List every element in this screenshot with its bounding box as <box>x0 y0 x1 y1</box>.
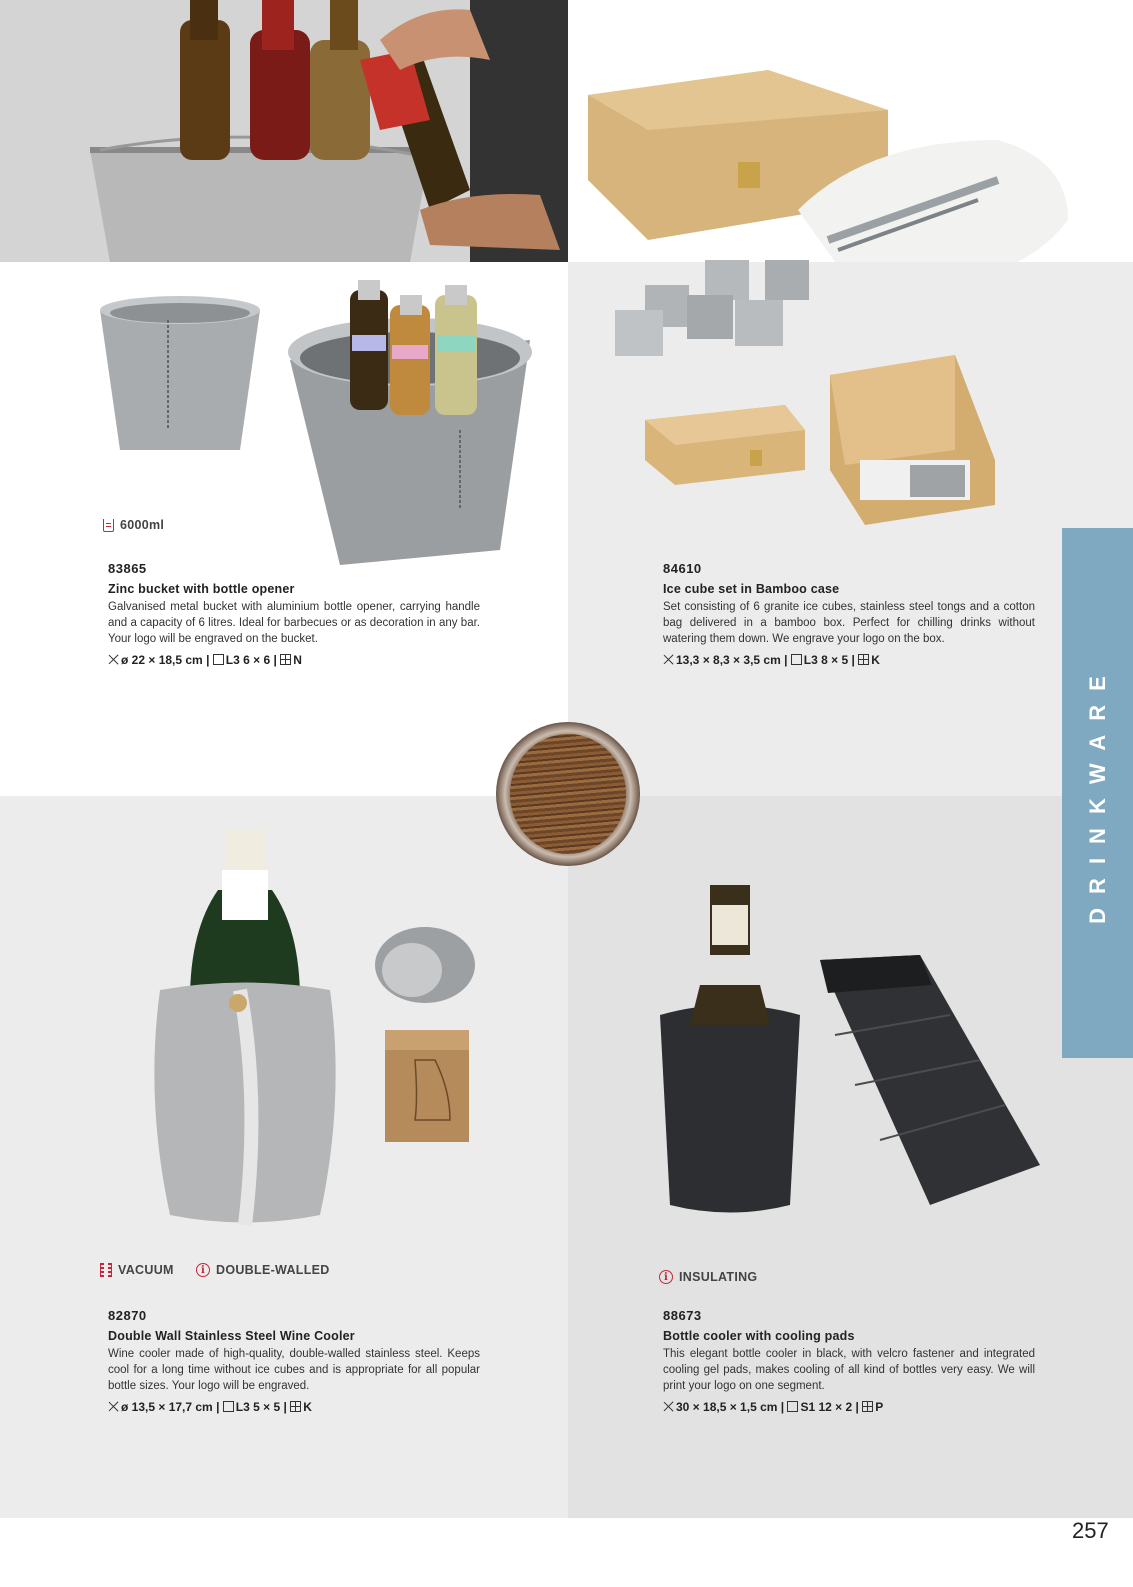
wine-cooler-images <box>150 830 490 1230</box>
product-sku: 83865 <box>108 561 147 576</box>
spec-pack: P <box>875 1400 884 1414</box>
wood-coaster-image <box>496 722 640 866</box>
packaging-icon <box>858 654 869 665</box>
packaging-icon <box>280 654 291 665</box>
product-specs: 13,3 × 8,3 × 3,5 cm | L3 8 × 5 | K <box>663 653 1035 667</box>
product-specs: 30 × 18,5 × 1,5 cm | S1 12 × 2 | P <box>663 1400 1035 1414</box>
product-sku: 82870 <box>108 1308 147 1323</box>
category-label: DRINKWARE <box>1084 662 1110 924</box>
ice-cube-set-images <box>615 255 1025 530</box>
bamboo-box-photo <box>568 0 1133 262</box>
print-area-icon <box>223 1401 234 1412</box>
spec-dimensions: 13,3 × 8,3 × 3,5 cm <box>676 653 781 667</box>
vacuum-icon <box>100 1263 112 1277</box>
print-area-icon <box>791 654 802 665</box>
beer-bucket-photo <box>0 0 568 262</box>
product-88673 <box>663 1308 1035 1414</box>
spec-print: L3 8 × 5 <box>803 653 849 667</box>
dimensions-icon <box>663 1401 674 1412</box>
dimensions-icon <box>663 654 674 665</box>
feature-label: VACUUM <box>118 1263 174 1277</box>
product-title: Ice cube set in Bamboo case <box>663 582 840 596</box>
feature-label: 6000ml <box>120 518 165 532</box>
product-84610 <box>663 561 1035 667</box>
feature-capacity <box>103 518 164 532</box>
spec-pack: K <box>303 1400 312 1414</box>
bottle-cooler-images <box>660 885 1040 1225</box>
product-sku: 84610 <box>663 561 702 576</box>
product-title: Zinc bucket with bottle opener <box>108 582 295 596</box>
feature-insulating <box>659 1270 757 1284</box>
feature-double-walled <box>196 1263 330 1277</box>
spec-dimensions: 30 × 18,5 × 1,5 cm <box>676 1400 778 1414</box>
product-specs: ø 13,5 × 17,7 cm | L3 5 × 5 | K <box>108 1400 480 1414</box>
product-82870 <box>108 1308 480 1414</box>
spec-dimensions: ø 22 × 18,5 cm <box>121 653 203 667</box>
spec-print: L3 6 × 6 <box>225 653 271 667</box>
feature-vacuum <box>100 1263 174 1277</box>
feature-label: DOUBLE-WALLED <box>216 1263 330 1277</box>
dimensions-icon <box>108 1401 119 1412</box>
product-title: Bottle cooler with cooling pads <box>663 1329 855 1343</box>
spec-pack: N <box>293 653 302 667</box>
product-83865 <box>108 561 480 667</box>
info-icon: i <box>659 1270 673 1284</box>
page-number: 257 <box>1072 1518 1109 1543</box>
product-specs: ø 22 × 18,5 cm | L3 6 × 6 | N <box>108 653 480 667</box>
product-description: Galvanised metal bucket with aluminium bottle opener, carrying handle and a capacity of 6 litres. Ideal for barbecues or as decoration in any bar. Your logo will be engraved on the bucket. <box>108 601 480 645</box>
spec-print: S1 12 × 2 <box>800 1400 853 1414</box>
product-description: This elegant bottle cooler in black, with velcro fastener and integrated cooling gel pads, makes cooling of all kind of bottles very easy. We will print your logo on one segment. <box>663 1348 1035 1392</box>
info-icon: i <box>196 1263 210 1277</box>
spec-pack: K <box>871 653 880 667</box>
packaging-icon <box>290 1401 301 1412</box>
print-area-icon <box>787 1401 798 1412</box>
product-sku: 88673 <box>663 1308 702 1323</box>
product-title: Double Wall Stainless Steel Wine Cooler <box>108 1329 355 1343</box>
spec-dimensions: ø 13,5 × 17,7 cm <box>121 1400 213 1414</box>
print-area-icon <box>213 654 224 665</box>
category-tab <box>1062 528 1133 1058</box>
capacity-icon <box>103 519 114 532</box>
product-description: Wine cooler made of high-quality, double-walled stainless steel. Keeps cool for a long time without ice cubes and is appropriate for all popular bottle sizes. Your logo will be engraved. <box>108 1348 480 1392</box>
product-description: Set consisting of 6 granite ice cubes, stainless steel tongs and a cotton bag delivered in a bamboo box. Perfect for chilling drinks without watering them down. We engrave your logo on the box. <box>663 601 1035 645</box>
feature-label: INSULATING <box>679 1270 758 1284</box>
dimensions-icon <box>108 654 119 665</box>
spec-print: L3 5 × 5 <box>235 1400 281 1414</box>
packaging-icon <box>862 1401 873 1412</box>
